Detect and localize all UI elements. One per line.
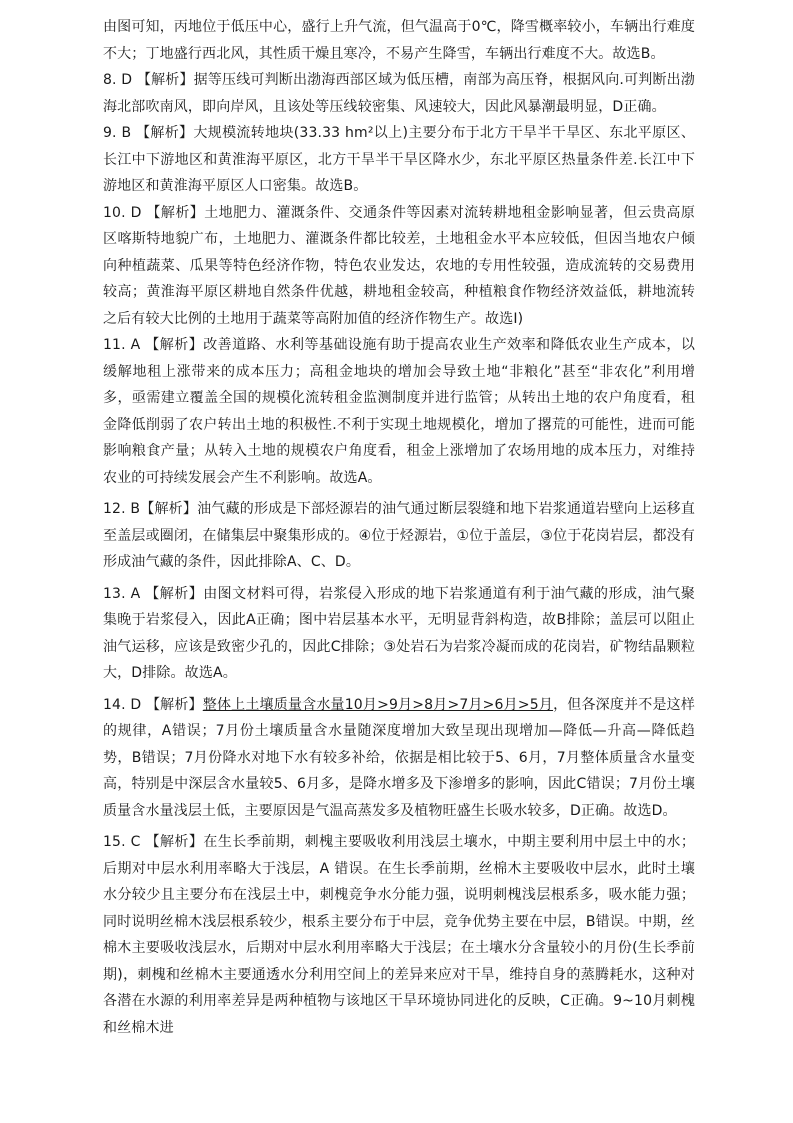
paragraph-13: 13. A 【解析】由图文材料可得，岩浆侵入形成的地下岩浆通道有利于油气藏的形成，油气聚集晚于岩浆侵入，因此A正确；图中岩层基本水平，无明显背斜构造，故B排除；盖层可以阻止油气运移，应该是致密少孔的，因此C排除；③处岩石为岩浆冷凝而成的花岗岩，矿物结晶颗粒大，D排除。故选A。: [103, 585, 695, 681]
paragraph-12: 12. B【解析】油气藏的形成是下部烃源岩的油气通过断层裂缝和地下岩浆通道岩壁向上运移直至盖层或圈闭，在储集层中聚集形成的。④位于烃源岩，①位于盖层，③位于花岗岩层，都没有形成油气藏的条件，因此排除A、C、D。: [103, 501, 695, 570]
paragraph-14-underlined: 整体上土壤质量含水量10月>9月>8月>7月>6月>5月: [202, 696, 554, 713]
paragraph-8: 8. D 【解析】据等压线可判断出渤海西部区域为低压槽，南部为高压脊，根据风向.可判断出渤海北部吹南风，即向岸风，且该处等压线较密集、风速较大，因此风暴潮最明显，D正确。: [103, 72, 695, 115]
paragraph-14: [103, 692, 695, 825]
answer-explanations-page: [103, 14, 695, 1041]
paragraph-7-continued: 由图可知，丙地位于低压中心，盛行上升气流，但气温高于0℃，降雪概率较小，车辆出行难度不大；丁地盛行西北风，其性质干燥且寒冷，不易产生降雪，车辆出行难度不大。故选B。: [103, 19, 695, 62]
paragraph-14-prefix: 14. D 【解析】: [103, 696, 203, 713]
paragraph-15: 15. C 【解析】在生长季前期，刺槐主要吸收利用浅层土壤水，中期主要利用中层土中的水；后期对中层水利用率略大于浅层，A 错误。在生长季前期，丝棉木主要吸收中层水，此时土壤水分较少且主要分布在浅层土中，刺槐竞争水分能力强，说明刺槐浅层根系多，吸水能力强；同时说明丝棉木浅层根系较少，根系主要分布于中层，竞争优势主要在中层，B错误。中期，丝棉木主要吸收浅层水，后期对中层水利用率略大于浅层；在土壤水分含量较小的月份(生长季前期)，刺槐和丝棉木主要通透水分利用空间上的差异来应对干旱，维持自身的蒸腾耗水，这种对各潜在水源的利用率差异是两种植物与该地区干旱环境协同进化的反映，C正确。9~10月刺槐和丝棉木进: [103, 834, 695, 1036]
paragraph-14-suffix: ，但各深度并不是这样的规律，A错误；7月份土壤质量含水量随深度增加大致呈现出现增加—降低—升高—降低趋势，B错误；7月份降水对地下水有较多补给，依据是相比较于5、6月，7月整体质量含水量变高，特别是中深层含水量较5、6月多，是降水增多及下渗增多的影响，因此C错误；7月份土壤质量含水量浅层土低，主要原因是气温高蒸发多及植物旺盛生长吸水较多，D正确。故选D。: [103, 696, 696, 819]
paragraph-11: 11. A 【解析】改善道路、水利等基础设施有助于提高农业生产效率和降低农业生产成本，以缓解地租上涨带来的成本压力；高租金地块的增加会导致土地“非粮化”甚至“非农化”利用增多，亟需建立覆盖全国的规模化流转租金监测制度并进行监管；从转出土地的农户角度看，租金降低削弱了农户转出土地的积极性.不利于实现土地规模化，增加了撂荒的可能性，进而可能影响粮食产量；从转入土地的规模农户角度看，租金上涨增加了农场用地的成本压力，对维持农业的可持续发展会产生不利影响。故选A。: [103, 337, 695, 486]
paragraph-10: 10. D 【解析】土地肥力、灌溉条件、交通条件等因素对流转耕地租金影响显著，但云贵高原区喀斯特地貌广布，土地肥力、灌溉条件都比较差，土地租金水平本应较低，但因当地农户倾向种植蔬菜、瓜果等特色经济作物，特色农业发达，农地的专用性较强，造成流转的交易费用较高；黄淮海平原区耕地自然条件优越，耕地租金较高，种植粮食作物经济效益低，耕地流转之后有较大比例的土地用于蔬菜等高附加值的经济作物生产。故选I): [103, 204, 695, 327]
paragraph-9: 9. B 【解析】大规模流转地块(33.33 hm²以上)主要分布于北方干旱半干旱区、东北平原区、长江中下游地区和黄淮海平原区，北方干旱半干旱区降水少，东北平原区热量条件差.长江中下游地区和黄淮海平原区人口密集。故选B。: [103, 125, 695, 194]
